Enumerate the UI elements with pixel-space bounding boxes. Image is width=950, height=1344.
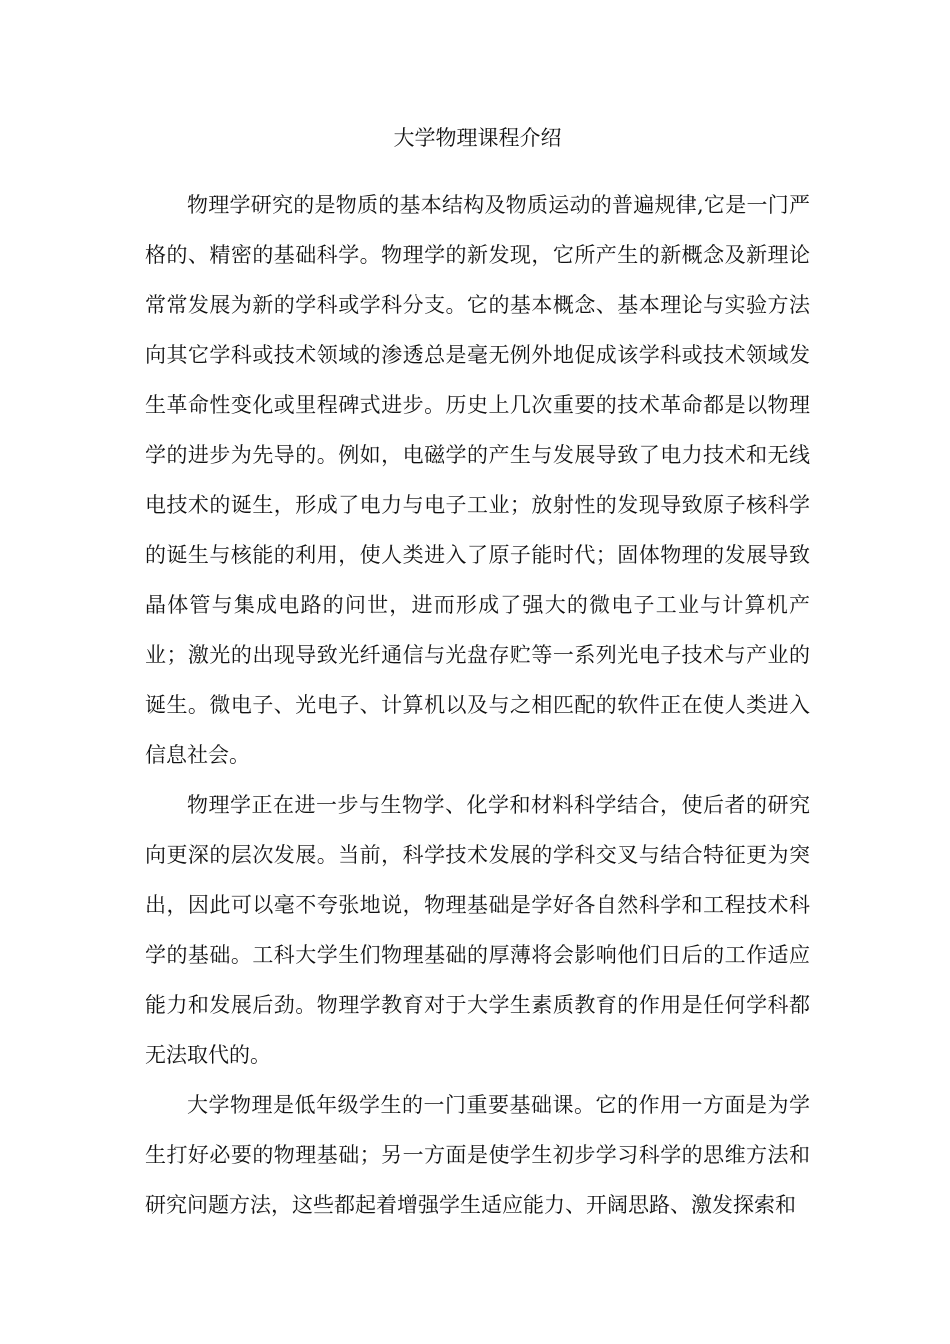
document-page bbox=[145, 122, 810, 1230]
paragraph-1: 物理学研究的是物质的基本结构及物质运动的普遍规律,它是一门严格的、精密的基础科学。物理学的新发现，它所产生的新概念及新理论常常发展为新的学科或学科分支。它的基本概念、基本理论与实验方法向其它学科或技术领域的渗透总是毫无例外地促成该学科或技术领域发生革命性变化或里程碑式进步。历史上几次重要的技术革命都是以物理学的进步为先导的。例如，电磁学的产生与发展导致了电力技术和无线电技术的诞生，形成了电力与电子工业；放射性的发现导致原子核科学的诞生与核能的利用，使人类进入了原子能时代；固体物理的发展导致晶体管与集成电路的问世，进而形成了强大的微电子工业与计算机产业；激光的出现导致光纤通信与光盘存贮等一系列光电子技术与产业的诞生。微电子、光电子、计算机以及与之相匹配的软件正在使人类进入信息社会。 bbox=[145, 193, 810, 767]
paragraph-3: 大学物理是低年级学生的一门重要基础课。它的作用一方面是为学生打好必要的物理基础；另一方面是使学生初步学习科学的思维方法和研究问题方法，这些都起着增强学生适应能力、开阔思路、激发探索和 bbox=[145, 1093, 810, 1217]
document-title: 大学物理课程介绍 bbox=[393, 126, 562, 150]
paragraph-2: 物理学正在进一步与生物学、化学和材料科学结合，使后者的研究向更深的层次发展。当前，科学技术发展的学科交叉与结合特征更为突出，因此可以毫不夸张地说，物理基础是学好各自然科学和工程技术科学的基础。工科大学生们物理基础的厚薄将会影响他们日后的工作适应能力和发展后劲。物理学教育对于大学生素质教育的作用是任何学科都无法取代的。 bbox=[145, 793, 810, 1067]
